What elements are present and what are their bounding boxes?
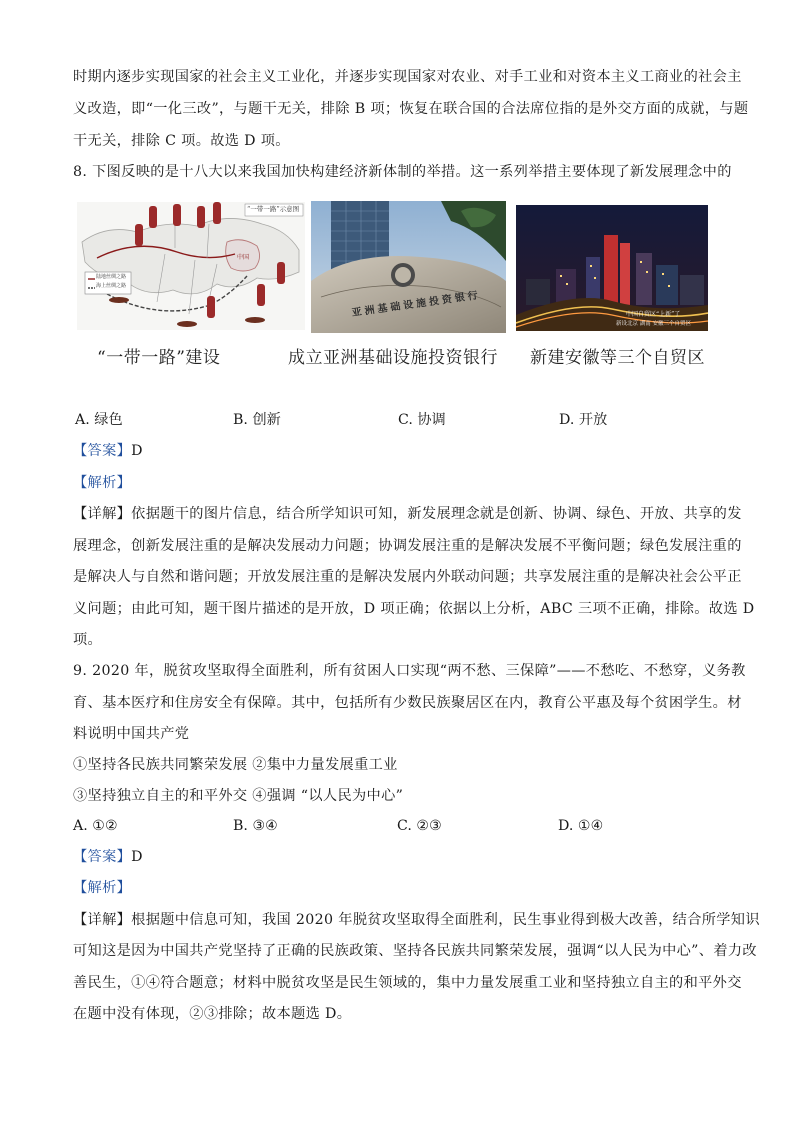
map-legend-sea: 海上丝绸之路 [96,283,127,289]
q8-detail-text-1: 依据题干的图片信息，结合所学知识可知，新发展理念就是创新、协调、绿色、开放、共享的发 [131,506,742,522]
q9-answer-line [73,847,723,867]
q9-stem-line-3: 料说明中国共产党 [73,726,190,742]
figure-caption-belt-road: “一带一路”建设 [97,348,221,368]
map-china-label: 中国 [237,254,250,261]
q9-answer-tag: 【答案】 [73,849,132,865]
q7-analysis-line-2: 义改造，即“一化三改”，与题干无关，排除 B 项；恢复在联合国的合法席位指的是外交方面的成就，与题 [73,101,749,117]
ftz-photo-text-1: 中国自贸区“上新”了 [626,311,681,318]
q9-analysis-heading [73,878,723,898]
q9-items-line-1: ①坚持各民族共同繁荣发展 ②集中力量发展重工业 [73,757,398,773]
q9-detail-line-4: 在题中没有体现，②③排除；故本题选 D。 [73,1006,352,1022]
q7-analysis-line-3: 干无关，排除 C 项。故选 D 项。 [73,133,290,149]
q8-analysis-heading [73,473,723,493]
q8-detail-line-3: 是解决人与自然和谐问题；开放发展注重的是解决发展内外联动问题；共享发展注重的是解决社会公平正 [73,569,742,585]
q8-analysis-tag: 【解析】 [73,475,132,491]
map-title: “一带一路”示意图 [247,205,300,213]
q8-detail-line-2: 展理念，创新发展注重的是解决发展动力问题；协调发展注重的是解决发展不平衡问题；绿色发展注重的 [73,538,742,554]
free-trade-zone-photo [516,205,708,331]
q9-items-line-2: ③坚持独立自主的和平外交 ④强调 “以人民为中心” [73,788,404,804]
q7-analysis-line-1: 时期内逐步实现国家的社会主义工业化，并逐步实现国家对农业、对手工业和对资本主义工商业的社会主 [73,69,742,85]
q8-answer: D [131,443,143,459]
q9-option-c: C. ②③ [397,818,442,834]
q8-option-a: A. 绿色 [75,412,123,428]
q9-option-b: B. ③④ [233,818,278,834]
q8-stem: 8. 下图反映的是十八大以来我国加快构建经济新体制的举措。这一系列举措主要体现了新发展理念中的 [73,164,732,180]
belt-and-road-map-figure [77,202,305,330]
q8-option-d: D. 开放 [559,412,608,428]
q9-stem-line-2: 育、基本医疗和住房安全有保障。其中，包括所有少数民族聚居区在内，教育公平惠及每个贫困学生。材 [73,695,742,711]
map-legend-land: 陆地丝绸之路 [96,274,127,280]
q9-detail-tag: 【详解】 [73,912,132,928]
figure-caption-ftz: 新建安徽等三个自贸区 [530,348,705,368]
q8-answer-line [73,441,723,461]
q9-detail-line-3: 善民生，①④符合题意；材料中脱贫攻坚是民生领域的，集中力量发展重工业和坚持独立自主的和平外交 [73,975,742,991]
ftz-photo-text-2: 新设北京 湖南 安徽三个自贸区 [616,321,691,327]
q9-option-a: A. ①② [73,818,118,834]
q9-answer: D [131,849,143,865]
q9-option-d: D. ①④ [558,818,604,834]
q9-analysis-tag: 【解析】 [73,880,132,896]
q9-detail-line-2: 可知这是因为中国共产党坚持了正确的民族政策、坚持各民族共同繁荣发展，强调“以人民为中心”、着力改 [73,943,757,959]
q8-option-c: C. 协调 [398,412,446,428]
q9-detail-text-1: 根据题中信息可知，我国 2020 年脱贫攻坚取得全面胜利，民生事业得到极大改善，结合所学知识 [131,912,760,928]
q8-answer-tag: 【答案】 [73,443,132,459]
q9-stem-line-1: 9. 2020 年，脱贫攻坚取得全面胜利，所有贫困人口实现“两不愁、三保障”——不愁吃、不愁穿，义务教 [73,663,746,679]
aiib-stone-text: 亚洲基础设施投资银行 [351,289,482,319]
belt-and-road-map [77,202,305,330]
figure-caption-aiib: 成立亚洲基础设施投资银行 [288,348,498,368]
aiib-photo [311,201,506,333]
q9-detail-line-1 [73,910,760,930]
aiib-photo-art [311,201,506,333]
q8-detail-tag: 【详解】 [73,506,132,522]
q8-detail-line-5: 项。 [73,632,103,648]
q8-detail-line-4: 义问题；由此可知，题干图片描述的是开放，D 项正确；依据以上分析，ABC 三项不正确，排除。故选 D [73,601,755,617]
q8-option-b: B. 创新 [233,412,281,428]
q8-detail-line-1 [73,504,742,524]
